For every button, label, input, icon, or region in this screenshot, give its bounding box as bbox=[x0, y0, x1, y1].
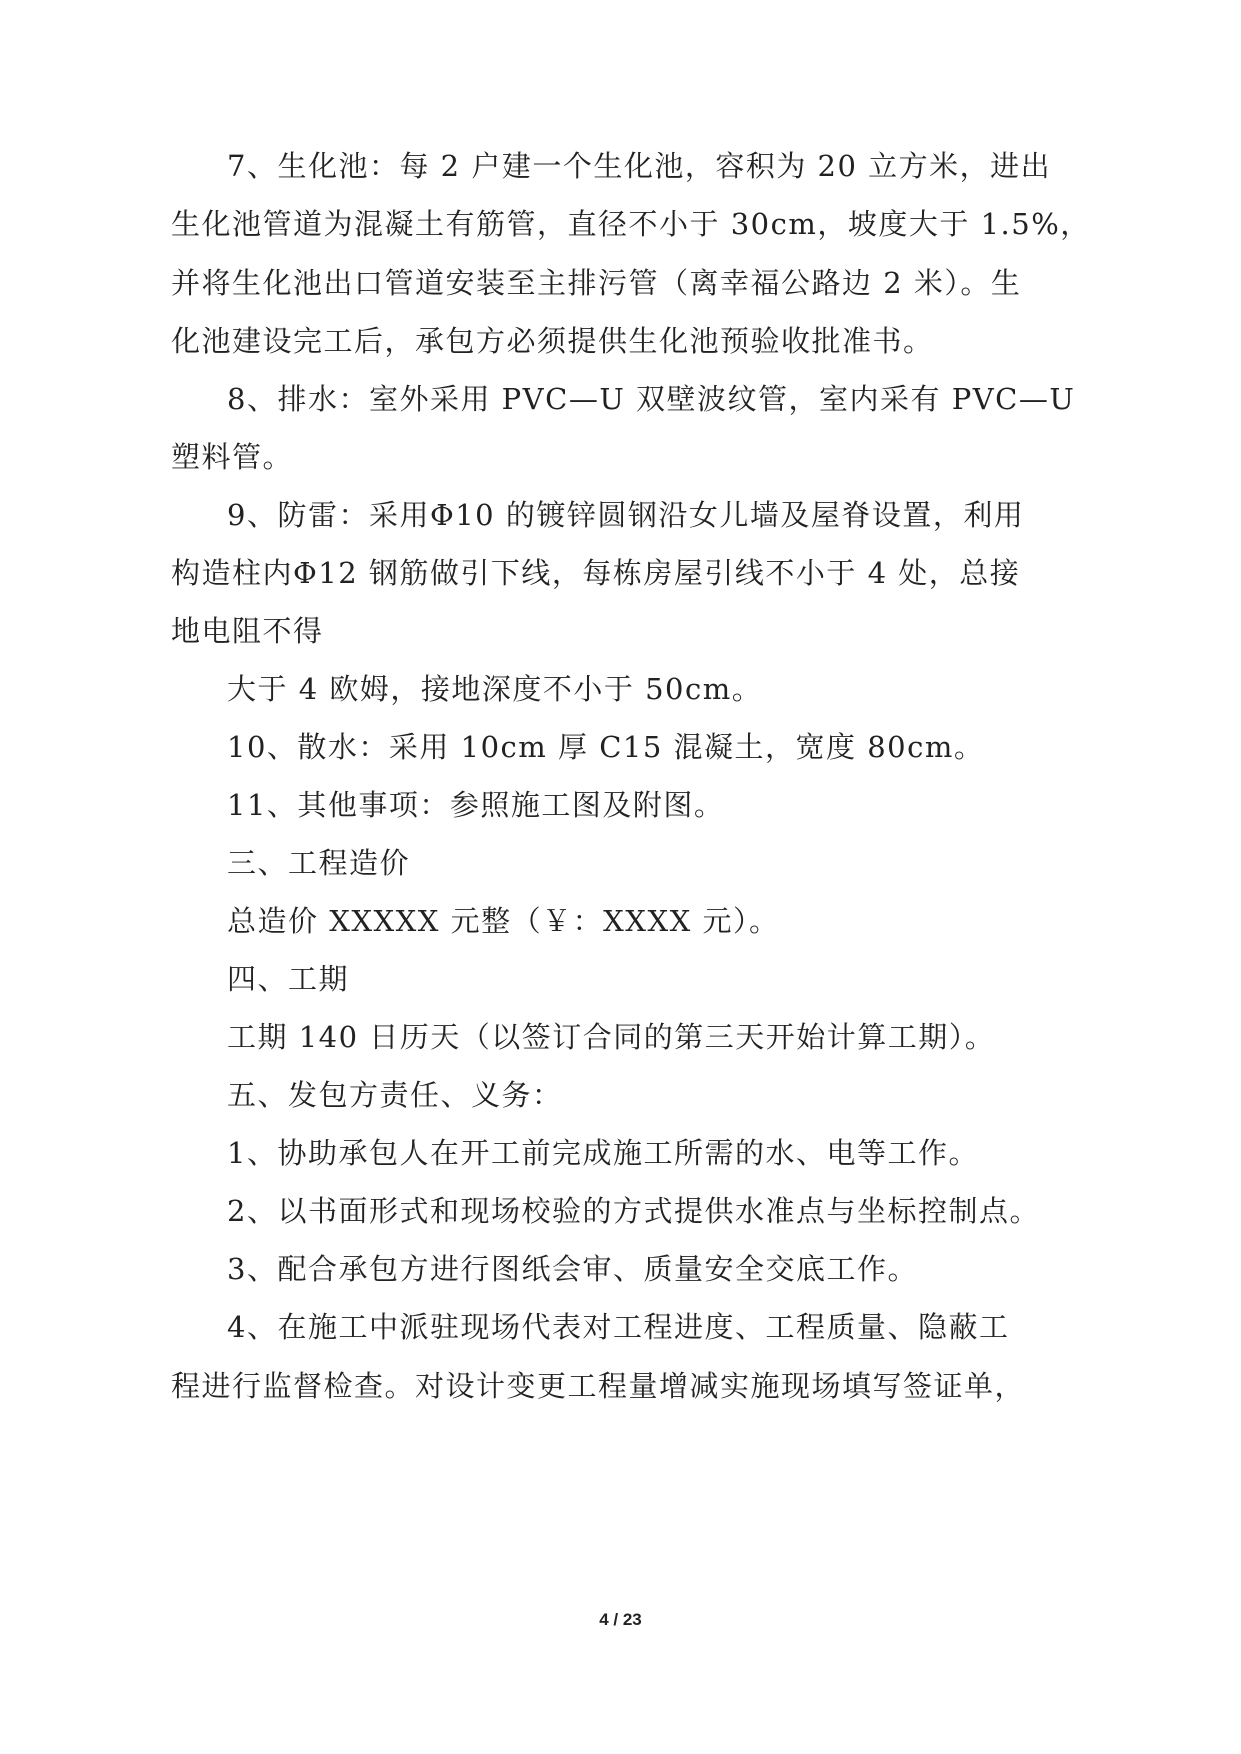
paragraph-line: 8、排水：室外采用 PVC—U 双壁波纹管，室内采有 PVC—U bbox=[227, 382, 1076, 416]
paragraph-line: 地电阻不得 bbox=[171, 614, 324, 648]
paragraph-line: 大于 4 欧姆，接地深度不小于 50cm。 bbox=[227, 672, 763, 706]
paragraph-line: 1、协助承包人在开工前完成施工所需的水、电等工作。 bbox=[227, 1136, 979, 1170]
paragraph-line: 9、防雷：采用Φ10 的镀锌圆钢沿女儿墙及屋脊设置，利用 bbox=[227, 498, 1025, 532]
section-heading: 三、工程造价 bbox=[227, 846, 411, 880]
paragraph-line: 2、以书面形式和现场校验的方式提供水准点与坐标控制点。 bbox=[227, 1194, 1040, 1228]
paragraph-line: 工期 140 日历天（以签订合同的第三天开始计算工期）。 bbox=[227, 1020, 996, 1054]
paragraph-line: 总造价 XXXXX 元整（￥：XXXX 元）。 bbox=[227, 904, 780, 938]
paragraph-line: 程进行监督检查。对设计变更工程量增减实施现场填写签证单， bbox=[171, 1369, 1026, 1403]
section-heading: 四、工期 bbox=[227, 962, 350, 996]
paragraph-line: 11、其他事项：参照施工图及附图。 bbox=[227, 788, 725, 822]
section-heading: 五、发包方责任、义务： bbox=[227, 1078, 563, 1112]
paragraph-line: 塑料管。 bbox=[171, 440, 294, 474]
paragraph-line: 10、散水：采用 10cm 厚 C15 混凝土，宽度 80cm。 bbox=[227, 730, 985, 764]
paragraph-line: 并将生化池出口管道安装至主排污管（离幸福公路边 2 米）。生 bbox=[171, 266, 1022, 300]
paragraph-line: 化池建设完工后，承包方必须提供生化池预验收批准书。 bbox=[171, 324, 934, 358]
paragraph-line: 构造柱内Φ12 钢筋做引下线，每栋房屋引线不小于 4 处，总接 bbox=[171, 556, 1021, 590]
paragraph-line: 7、生化池：每 2 户建一个生化池，容积为 20 立方米，进出 bbox=[227, 149, 1052, 183]
paragraph-line: 3、配合承包方进行图纸会审、质量安全交底工作。 bbox=[227, 1252, 918, 1286]
paragraph-line: 4、在施工中派驻现场代表对工程进度、工程质量、隐蔽工 bbox=[227, 1310, 1010, 1344]
page-number: 4 / 23 bbox=[599, 1610, 642, 1629]
paragraph-line: 生化池管道为混凝土有筋管，直径不小于 30cm，坡度大于 1.5%， bbox=[171, 207, 1091, 241]
